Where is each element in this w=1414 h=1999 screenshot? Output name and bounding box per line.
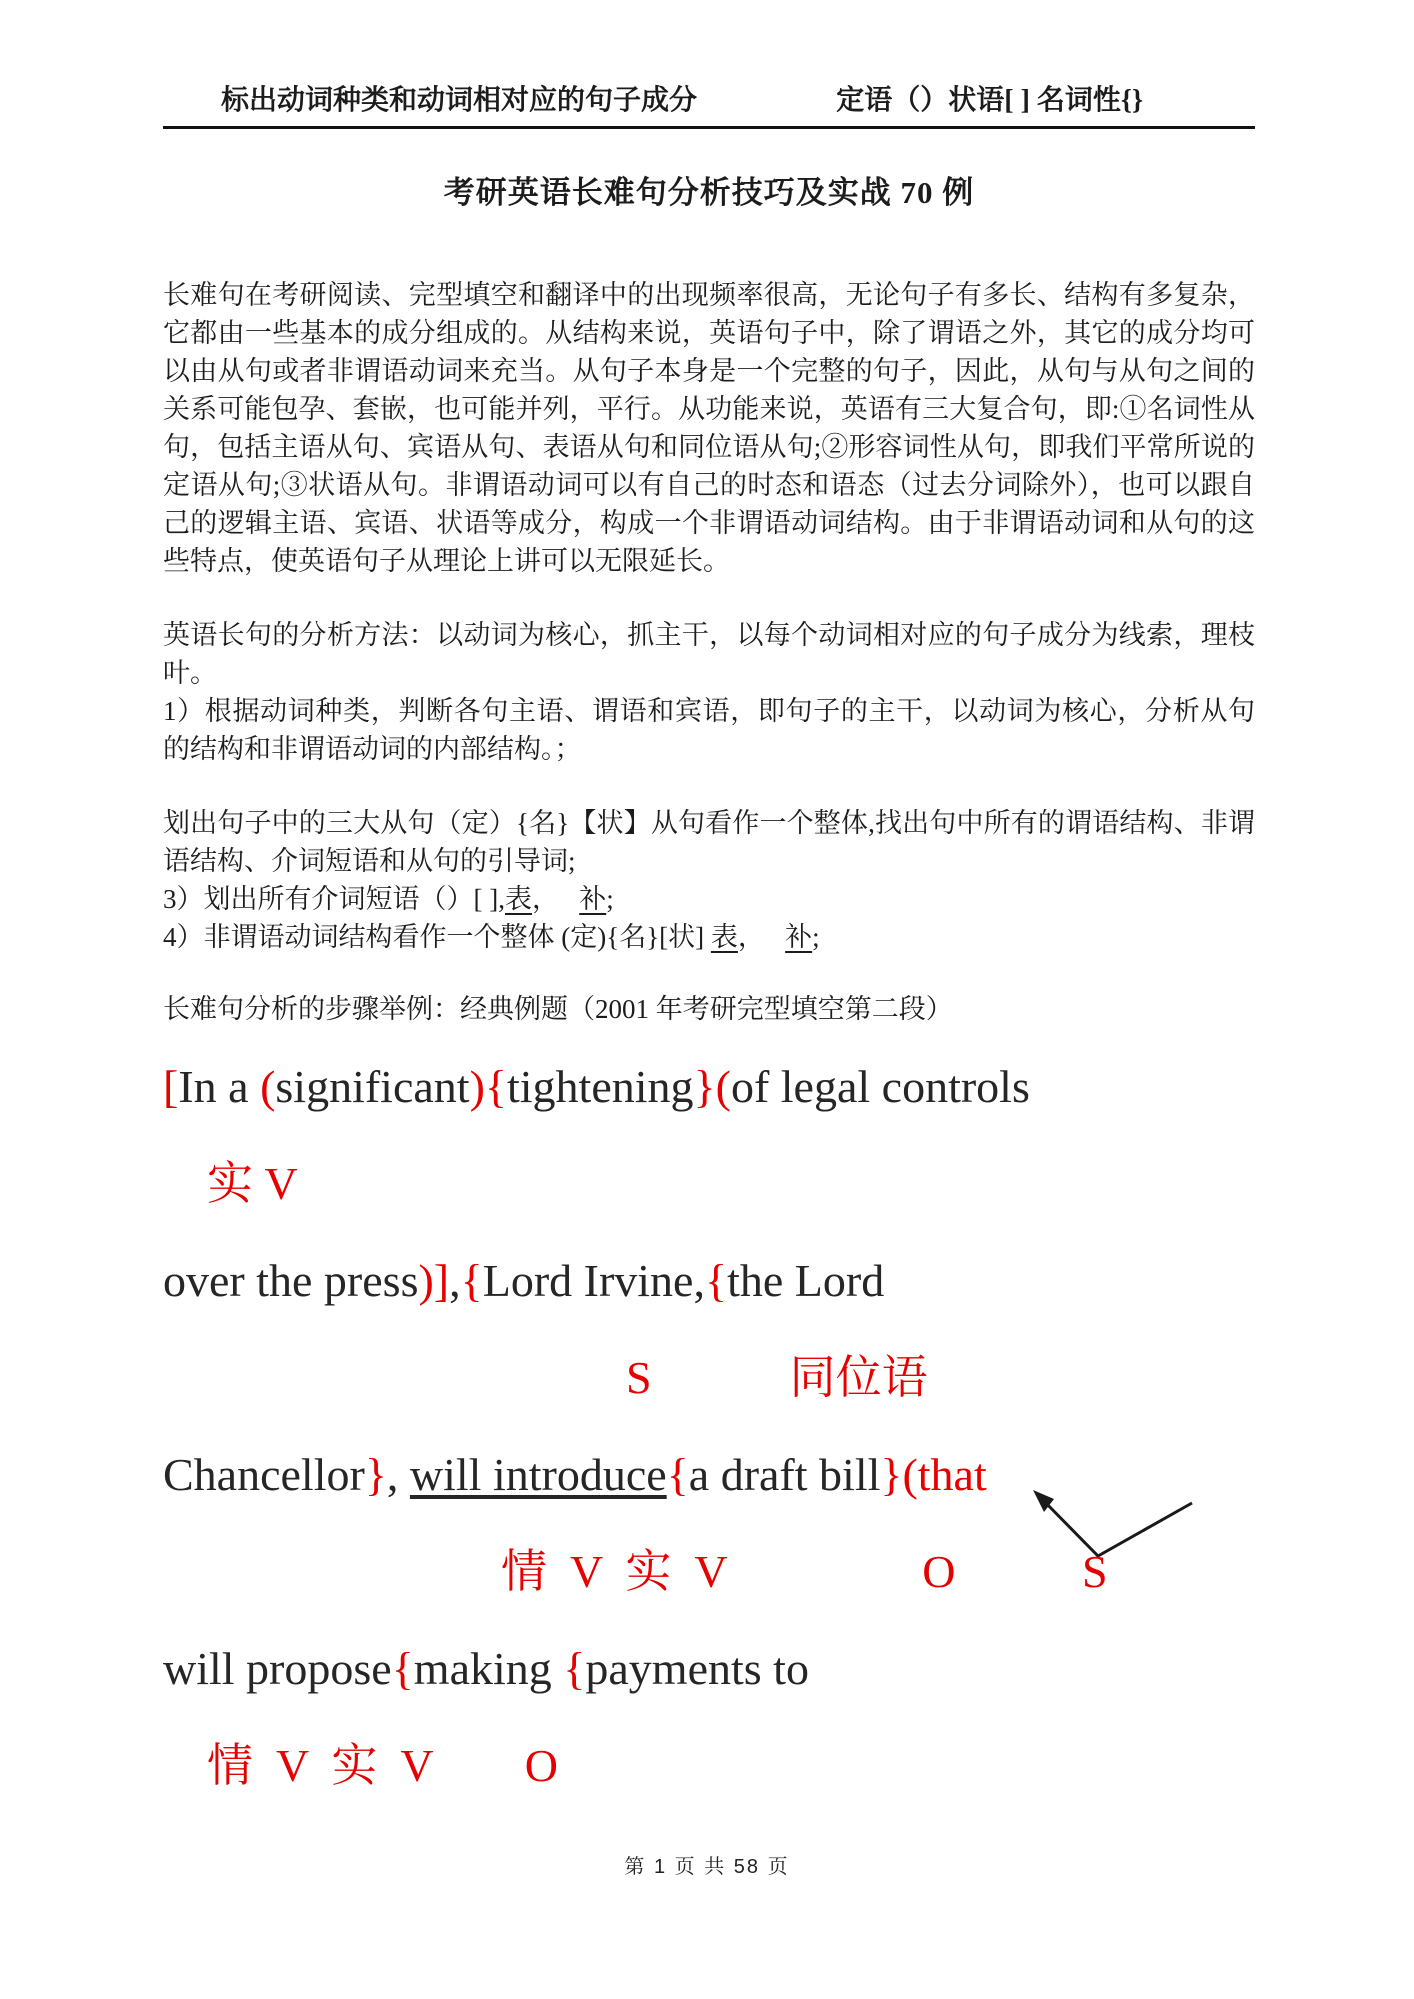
header-left-text: 标出动词种类和动词相对应的句子成分 bbox=[221, 85, 698, 116]
intro-paragraph: 长难句在考研阅读、完型填空和翻译中的出现频率很高，无论句子有多长、结构有多复杂，它都由一些基本的成分组成的。从结构来说，英语句子中，除了谓语之外，其它的成分均可以由从句或者非谓语动词来充当。从句子本身是一个完整的句子，因此，从句与从句之间的关系可能包孕、套嵌，也可能并列，平行。从功能来说，英语有三大复合句，即:①名词性从句，包括主语从句、宾语从句、表语从句和同位语从句;②形容词性从句，即我们平常所说的定语从句;③状语从句。非谓语动词可以有自己的时态和语态（过去分词除外），也可以跟自己的逻辑主语、宾语、状语等成分，构成一个非谓语动词结构。由于非谓语动词和从句的这些特点，使英语句子从理论上讲可以无限延长。 bbox=[163, 280, 1255, 576]
step-3-line: 3）划出所有介词短语（）[ ],表， 补; bbox=[163, 884, 614, 914]
analysis-annotation-3: 情 V 实 V O S bbox=[501, 1546, 1108, 1597]
method-paragraph: 英语长句的分析方法：以动词为核心，抓主干，以每个动词相对应的句子成分为线索，理枝叶。 bbox=[163, 620, 1255, 688]
example-intro: 长难句分析的步骤举例：经典例题（2001 年考研完型填空第二段） bbox=[163, 994, 953, 1024]
analysis-line-4: will propose{making {payments to bbox=[163, 1643, 809, 1694]
document-content bbox=[163, 0, 1255, 1814]
header-right-text: 定语（）状语[ ] 名词性{} bbox=[836, 85, 1143, 116]
page-header bbox=[163, 84, 1255, 129]
analysis-annotation-1: 实 V bbox=[207, 1158, 298, 1209]
page-footer: 第 1 页 共 58 页 bbox=[624, 1856, 790, 1878]
step-2-paragraph: 划出句子中的三大从句（定）{名}【状】从句看作一个整体,找出句中所有的谓语结构、非谓语结构、介词短语和从句的引导词; bbox=[163, 808, 1255, 876]
analysis-annotation-4: 情 V 实 V O bbox=[207, 1740, 558, 1791]
analysis-annotation-2: S 同位语 bbox=[626, 1352, 928, 1403]
step-4-line: 4）非谓语动词结构看作一个整体 (定){名}[状] 表， 补; bbox=[163, 922, 820, 952]
analysis-line-1: [In a (significant){tightening}(of legal controls bbox=[163, 1061, 1030, 1112]
document-title: 考研英语长难句分析技巧及实战 70 例 bbox=[443, 175, 975, 210]
step-1-paragraph: 1）根据动词种类，判断各句主语、谓语和宾语，即句子的主干，以动词为核心，分析从句的结构和非谓语动词的内部结构。； bbox=[163, 696, 1255, 764]
sentence-analysis bbox=[163, 1038, 1255, 1814]
analysis-line-2: over the press)],{Lord Irvine,{the Lord bbox=[163, 1255, 885, 1306]
analysis-line-3: Chancellor}, will introduce{a draft bill}(that bbox=[163, 1449, 987, 1500]
